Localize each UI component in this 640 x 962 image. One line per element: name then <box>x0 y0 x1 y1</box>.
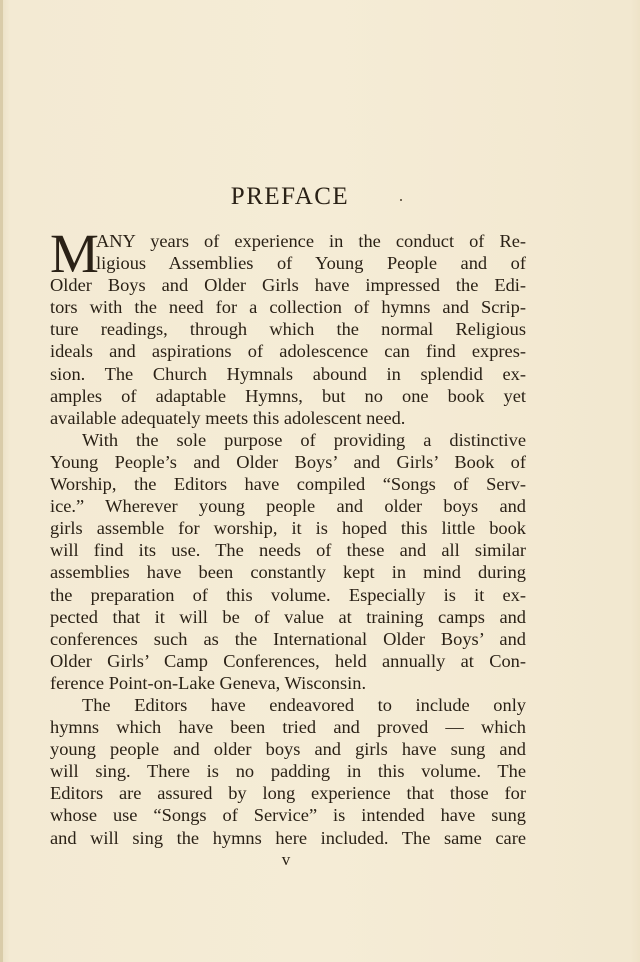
text-line: Worship, the Editors have compiled “Songs of Serv- <box>50 474 526 495</box>
text-line: conferences such as the International Older Boys’ and <box>50 628 526 649</box>
text-line: Young People’s and Older Boys’ and Girls’ Book of <box>50 451 526 472</box>
text-line: amples of adaptable Hymns, but no one book yet <box>50 385 526 406</box>
text-line: assemblies have been constantly kept in mind during <box>50 562 526 583</box>
text-line: Older Boys and Older Girls have impressed the Edi- <box>50 275 526 296</box>
page-title: PREFACE <box>230 183 350 210</box>
text-line: ference Point-on-Lake Geneva, Wisconsin. <box>50 672 367 693</box>
text-line: will find its use. The needs of these and all similar <box>50 540 526 561</box>
text-line: girls assemble for worship, it is hoped this little book <box>50 518 526 539</box>
text-line: tors with the need for a collection of hymns and Scrip- <box>50 297 526 318</box>
text-line: ligious Assemblies of Young People and of <box>96 253 526 274</box>
drop-cap: M <box>50 223 99 284</box>
ink-speck <box>400 199 402 201</box>
text-line: available adequately meets this adolescent need. <box>50 407 406 428</box>
text-line: young people and older boys and girls have sung and <box>50 739 526 760</box>
text-line: Editors are assured by long experience that those for <box>50 783 526 804</box>
text-line: ANY years of experience in the conduct of Re- <box>96 231 526 251</box>
text-line: whose use “Songs of Service” is intended have sung <box>50 805 526 826</box>
text-line: With the sole purpose of providing a distinctive <box>82 429 526 450</box>
text-line: sion. The Church Hymnals abound in splendid ex- <box>50 363 526 384</box>
text-line: The Editors have endeavored to include only <box>82 694 526 715</box>
binding-edge <box>0 0 3 962</box>
preface-body <box>50 223 526 849</box>
text-line: ture readings, through which the normal Religious <box>50 319 526 340</box>
text-line: hymns which have been tried and proved — which <box>50 717 526 738</box>
page-number: v <box>281 850 291 869</box>
text-line: Older Girls’ Camp Conferences, held annually at Con- <box>50 650 526 671</box>
text-line: ideals and aspirations of adolescence can find expres- <box>50 341 526 362</box>
text-line: the preparation of this volume. Especially is it ex- <box>50 584 526 605</box>
text-line: ice.” Wherever young people and older boys and <box>50 496 526 517</box>
text-line: pected that it will be of value at training camps and <box>50 606 526 627</box>
text-line: and will sing the hymns here included. The same care <box>50 827 526 848</box>
text-line: will sing. There is no padding in this volume. The <box>50 761 526 782</box>
